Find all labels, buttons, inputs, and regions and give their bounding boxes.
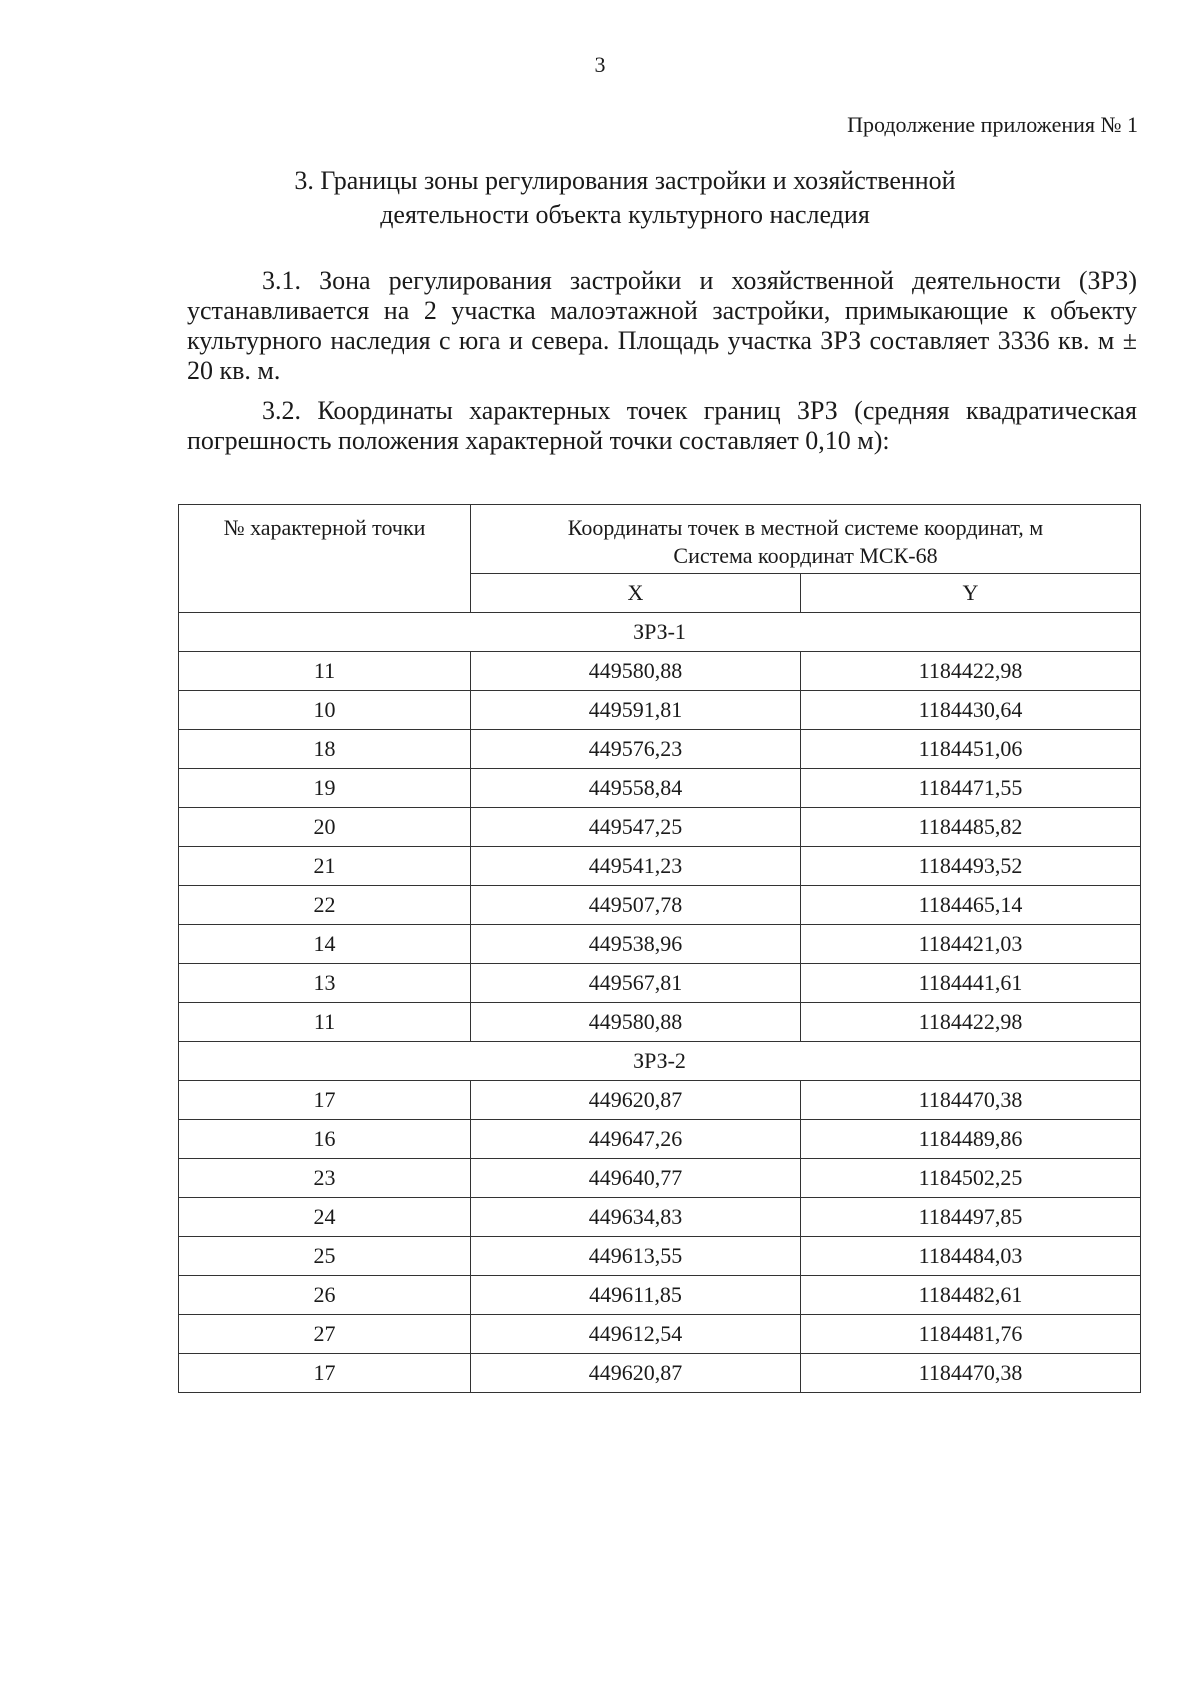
x-coordinate-cell: 449634,83 (471, 1198, 801, 1237)
x-coordinate-cell: 449620,87 (471, 1081, 801, 1120)
point-number-cell: 10 (179, 691, 471, 730)
y-coordinate-cell: 1184441,61 (801, 964, 1141, 1003)
x-coordinate-cell: 449541,23 (471, 847, 801, 886)
y-coordinate-cell: 1184485,82 (801, 808, 1141, 847)
table-row (179, 691, 1141, 730)
point-number-cell: 13 (179, 964, 471, 1003)
table-row (179, 964, 1141, 1003)
y-coordinate-cell: 1184502,25 (801, 1159, 1141, 1198)
x-coordinate-cell: 449507,78 (471, 886, 801, 925)
table-row (179, 847, 1141, 886)
point-number-cell: 18 (179, 730, 471, 769)
coordinates-header-line-1: Координаты точек в местной системе координат, м (567, 515, 1044, 540)
point-number-cell: 11 (179, 652, 471, 691)
x-coordinate-cell: 449567,81 (471, 964, 801, 1003)
coordinates-table (178, 504, 1141, 1393)
table-row (179, 1354, 1141, 1393)
table-row (179, 1198, 1141, 1237)
paragraph-3-2: 3.2. Координаты характерных точек границ ЗРЗ (средняя квадратическая погрешность положения характерной точки составляет 0,10 м): (187, 396, 1137, 455)
table-row (179, 1237, 1141, 1276)
table-row (179, 769, 1141, 808)
y-coordinate-cell: 1184484,03 (801, 1237, 1141, 1276)
y-coordinate-cell: 1184493,52 (801, 847, 1141, 886)
table-row (179, 1120, 1141, 1159)
x-coordinate-cell: 449580,88 (471, 652, 801, 691)
y-coordinate-cell: 1184430,64 (801, 691, 1141, 730)
y-coordinate-cell: 1184451,06 (801, 730, 1141, 769)
point-number-cell: 20 (179, 808, 471, 847)
coordinates-header-line-2: Система координат МСК-68 (673, 543, 938, 568)
y-coordinate-cell: 1184470,38 (801, 1081, 1141, 1120)
zone-name: ЗРЗ-1 (179, 613, 1141, 652)
y-coordinate-cell: 1184497,85 (801, 1198, 1141, 1237)
appendix-continuation: Продолжение приложения № 1 (847, 112, 1138, 137)
point-number-cell: 14 (179, 925, 471, 964)
point-number-cell: 23 (179, 1159, 471, 1198)
y-coordinate-cell: 1184481,76 (801, 1315, 1141, 1354)
point-number-cell: 17 (179, 1354, 471, 1393)
table-body (179, 613, 1141, 1393)
y-coordinate-cell: 1184422,98 (801, 652, 1141, 691)
y-coordinate-cell: 1184465,14 (801, 886, 1141, 925)
paragraph-3-1: 3.1. Зона регулирования застройки и хозяйственной деятельности (ЗРЗ) устанавливается на 2 участка малоэтажной застройки, примыкающие к объекту культурного наследия с юга и севера. Площадь участка ЗРЗ составляет 3336 кв. м ± 20 кв. м. (187, 266, 1137, 385)
point-number-cell: 11 (179, 1003, 471, 1042)
table-row (179, 808, 1141, 847)
x-coordinate-cell: 449647,26 (471, 1120, 801, 1159)
point-number-header: № характерной точки (179, 505, 471, 613)
x-header: X (471, 574, 801, 613)
x-coordinate-cell: 449576,23 (471, 730, 801, 769)
point-number-cell: 19 (179, 769, 471, 808)
table-row (179, 1159, 1141, 1198)
y-coordinate-cell: 1184482,61 (801, 1276, 1141, 1315)
table-row (179, 1276, 1141, 1315)
y-coordinate-cell: 1184471,55 (801, 769, 1141, 808)
x-coordinate-cell: 449640,77 (471, 1159, 801, 1198)
table-header-row (179, 505, 1141, 574)
x-coordinate-cell: 449591,81 (471, 691, 801, 730)
zone-row (179, 613, 1141, 652)
x-coordinate-cell: 449611,85 (471, 1276, 801, 1315)
point-number-cell: 16 (179, 1120, 471, 1159)
table-row (179, 1315, 1141, 1354)
zone-row (179, 1042, 1141, 1081)
y-coordinate-cell: 1184470,38 (801, 1354, 1141, 1393)
section-title-line-1: 3. Границы зоны регулирования застройки и хозяйственной (294, 166, 956, 195)
x-coordinate-cell: 449613,55 (471, 1237, 801, 1276)
table-row (179, 886, 1141, 925)
point-number-cell: 24 (179, 1198, 471, 1237)
x-coordinate-cell: 449580,88 (471, 1003, 801, 1042)
point-number-cell: 17 (179, 1081, 471, 1120)
point-number-cell: 27 (179, 1315, 471, 1354)
coordinates-header (471, 505, 1141, 574)
point-number-cell: 26 (179, 1276, 471, 1315)
x-coordinate-cell: 449558,84 (471, 769, 801, 808)
table-row (179, 925, 1141, 964)
y-coordinate-cell: 1184422,98 (801, 1003, 1141, 1042)
point-number-cell: 25 (179, 1237, 471, 1276)
x-coordinate-cell: 449612,54 (471, 1315, 801, 1354)
x-coordinate-cell: 449538,96 (471, 925, 801, 964)
zone-name: ЗРЗ-2 (179, 1042, 1141, 1081)
table-row (179, 1081, 1141, 1120)
section-title-line-2: деятельности объекта культурного наследия (380, 200, 870, 229)
y-header: Y (801, 574, 1141, 613)
y-coordinate-cell: 1184489,86 (801, 1120, 1141, 1159)
table-row (179, 730, 1141, 769)
x-coordinate-cell: 449547,25 (471, 808, 801, 847)
table-row (179, 652, 1141, 691)
y-coordinate-cell: 1184421,03 (801, 925, 1141, 964)
table-row (179, 1003, 1141, 1042)
page-number: 3 (594, 52, 606, 77)
x-coordinate-cell: 449620,87 (471, 1354, 801, 1393)
point-number-cell: 22 (179, 886, 471, 925)
point-number-cell: 21 (179, 847, 471, 886)
section-title (170, 164, 1080, 232)
